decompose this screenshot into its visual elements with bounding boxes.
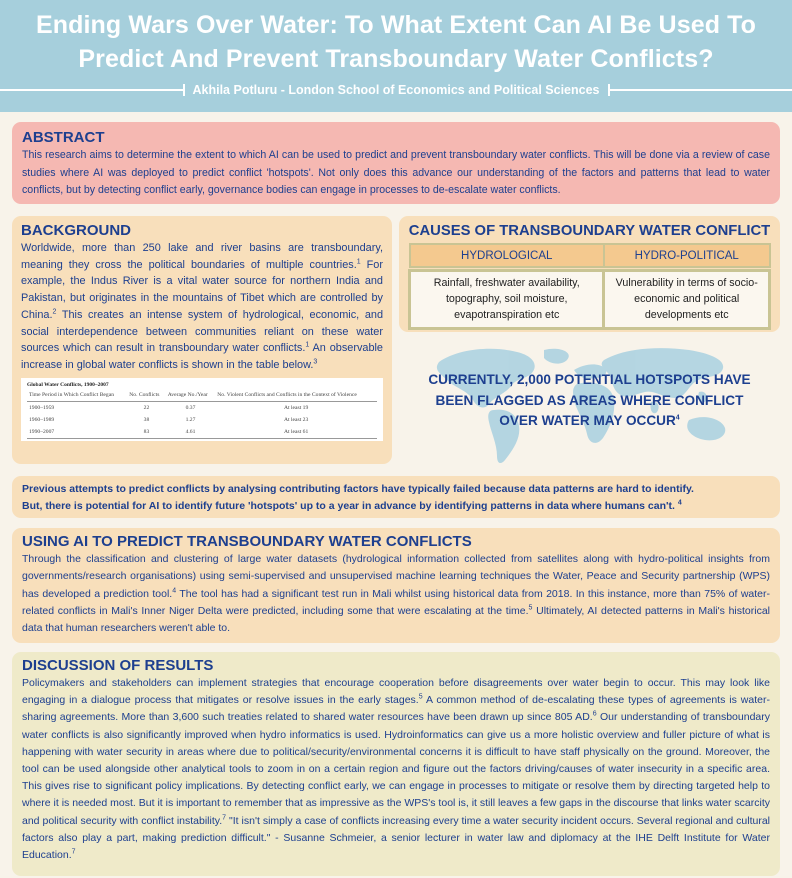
hydrological-cell: Rainfall, freshwater availability, topography, soil moisture, evapotranspiration etc	[410, 270, 604, 328]
hotspot-callout	[399, 340, 780, 465]
discussion-section	[12, 652, 780, 876]
hydro-political-header: HYDRO-POLITICAL	[604, 244, 770, 267]
table-cell: At least 61	[215, 426, 377, 439]
table-row	[27, 414, 377, 426]
discussion-text: Policymakers and stakeholders can implement strategies that encourage cooperation before disagreements over water begin to occur. This may look like engaging in a dialogue process that mitigates or resolve issues in the early stages.$^5$ A common method of de-escalating these types of agreements is water-sharing agreements. More than 3,600 such treaties related to shared water resources have been drawn up since 805 AD.$^6$ Our understanding of transboundary water conflicts is also significantly improved when hydro informatics is used. Hydroinformatics can give us a more holistic overview and fuller picture of what is happening with water security in areas where due to political/security/environmental concerns it is difficult to have staff physically on the ground. Moreover, the tool can be used alongside other analytical tools to zoom in on a certain region and figure out the factors driving/causes of water insecurity in a specific area. This gives rise to significant policy implications. By detecting conflict early, we can engage in processes to mitigate or resolve them by directing targeted help to where it is needed most. But it is important to remember that as impressive as the WPS's tool is, it still leaves a few gaps in the discourse that links water scarcity and political security with conflict instability.$^7$ "It isn't simply a case of conflicts increasing every time a water security incident occurs. Several regional and cultural factors also play a part, making prediction difficult." - Susanne Schmeier, a senior lecturer in water law and diplomacy at the IHE Delft Institute for Water Education.$^7$	[22, 677, 771, 862]
hotspot-line-1: CURRENTLY, 2,000 POTENTIAL HOTSPOTS HAVE	[428, 372, 751, 387]
background-section	[12, 216, 392, 464]
discussion-heading: DISCUSSION OF RESULTS	[22, 657, 214, 674]
table-cell: 0.37	[185, 404, 196, 411]
using-ai-section	[12, 528, 780, 643]
table-cell: 22	[143, 404, 150, 411]
previous-line-2: But, there is potential for AI to identify future 'hotspots' up to a year in advance by identifying patterns in data where humans can't. $^4$	[22, 499, 682, 512]
divider-line	[608, 89, 792, 91]
previous-attempts-text	[22, 481, 770, 514]
previous-line-1: Previous attempts to predict conflicts by analysing contributing factors have typically failed because data patterns are hard to identify.	[22, 483, 694, 495]
global-water-conflicts-table	[21, 378, 383, 441]
causes-section	[399, 216, 780, 332]
abstract-section	[12, 122, 780, 204]
poster-title	[0, 0, 792, 76]
column-header: No. Violent Conflicts and Conflicts in the Context of Violence	[215, 391, 377, 402]
hydrological-header: HYDROLOGICAL	[410, 244, 604, 267]
causes-heading: CAUSES OF TRANSBOUNDARY WATER CONFLICT	[408, 223, 771, 239]
divider-line	[0, 89, 185, 91]
table-header-row	[27, 391, 377, 402]
background-heading: BACKGROUND	[21, 222, 131, 239]
column-header: Average No./Year	[166, 391, 216, 402]
using-ai-text: Through the classification and clustering of large water datasets (hydrological information collected from satellites along with hydro-political insights from governments/research organisations) using semi-supervised and unsupervised machine learning techniques the Water, Peace and Security partnership (WPS) has developed a prediction tool.$^4$ The tool has had a significant test run in Mali whilst using historical data from 2018. In this instance, more than 75% of water-related conflicts in Mali's Inner Niger Delta were predicted, including some that were escalating at the time.$^5$ Ultimately, AI detected patterns in Mali's historical data that human researchers weren't able to.	[22, 553, 771, 635]
table-cell: At least 19	[284, 404, 309, 411]
hydro-political-cell: Vulnerability in terms of socio-economic and political developments etc	[604, 270, 770, 328]
hotspot-statement	[399, 370, 780, 432]
column-header: Time Period in Which Conflict Began	[27, 391, 127, 402]
author-row	[0, 82, 792, 98]
causes-table	[408, 243, 771, 330]
background-text: Worldwide, more than 250 lake and river basins are transboundary, meaning they cross the political boundaries of multiple countries.$^1$ For example, the Indus River is a vital water source for northern India and Pakistan, but originates in the mountains of Tibet which are controlled by China.$^2$ This creates an intense system of hydrological, economic, and social interdependence between communities reliant on these water sources which can result in transboundary water conflicts.$^1$ An observable increase in global water conflicts is shown in the table below.$^3$	[21, 242, 383, 371]
table-cell: 83	[127, 426, 165, 439]
title-line-1: Ending Wars Over Water: To What Extent Can AI Be Used To	[35, 11, 757, 39]
table-cell: 1900–1959	[29, 404, 55, 411]
table-cell: 1960–1989	[29, 416, 55, 423]
abstract-heading: ABSTRACT	[22, 129, 105, 146]
table-cell: 1.27	[185, 416, 196, 423]
table-caption: Global Water Conflicts, 1900–2007	[27, 381, 109, 388]
table-cell: 4.61	[166, 426, 216, 439]
title-line-2: Predict And Prevent Transboundary Water Conflicts?	[78, 45, 714, 73]
hotspot-line-3: OVER WATER MAY OCCUR$^4$	[499, 413, 680, 428]
column-header: No. Conflicts	[127, 391, 165, 402]
poster-header	[0, 0, 792, 112]
abstract-text: This research aims to determine the extent to which AI can be used to predict and prevent transboundary water conflicts. This will be done via a review of case studies where AI was deployed to predict conflict 'hotspots'. Not only does this advance our understanding of the factors and patterns that lead to water conflicts, but by detecting conflict early, governance bodies can engage in processes to de-escalate water conflicts.	[22, 149, 770, 197]
table-cell: At least 23	[284, 416, 309, 423]
table-cell: 38	[143, 416, 150, 423]
previous-attempts-callout	[12, 476, 780, 518]
table-cell: 1990–2007	[27, 426, 127, 439]
table-row	[27, 401, 377, 414]
author-affiliation: Akhila Potluru - London School of Economics and Political Sciences	[192, 83, 600, 97]
using-ai-heading: USING AI TO PREDICT TRANSBOUNDARY WATER CONFLICTS	[22, 533, 472, 550]
table-row	[27, 426, 377, 439]
hotspot-line-2: BEEN FLAGGED AS AREAS WHERE CONFLICT	[435, 392, 744, 408]
